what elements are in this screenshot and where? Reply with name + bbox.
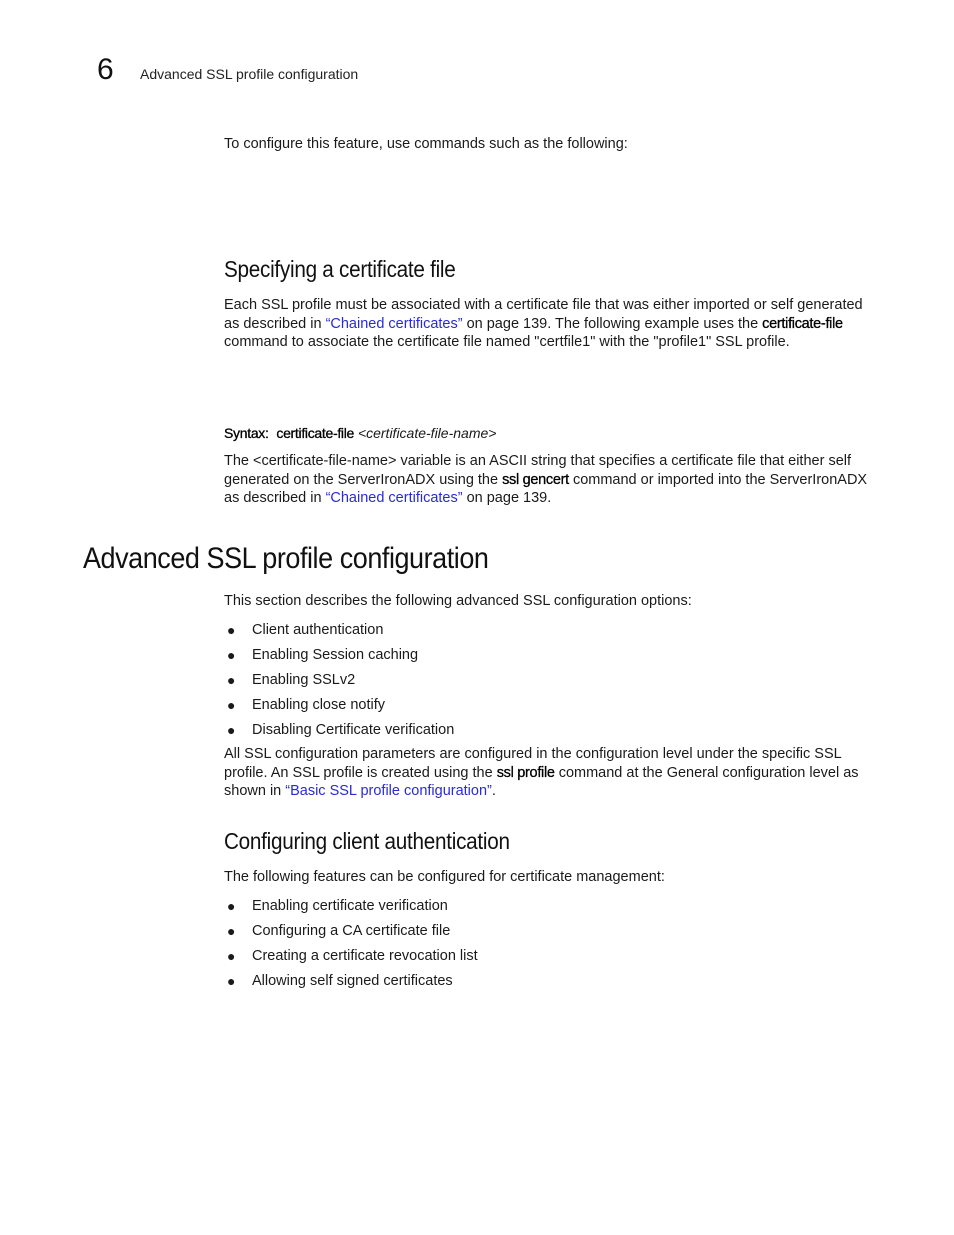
list-item-text: Enabling close notify <box>252 697 385 713</box>
client-auth-intro: The following features can be configured for certificate management: <box>224 869 665 885</box>
syntax-argument: <certificate-file-name> <box>357 425 497 441</box>
list-item-text: Configuring a CA certificate file <box>252 923 451 939</box>
cert-file-paragraph <box>224 296 872 352</box>
heading-specifying-certificate-file: Specifying a certificate file <box>224 256 456 282</box>
list-item-text: Enabling SSLv2 <box>252 672 356 688</box>
text: command to associate the certificate file named "certfile1" with the "profile1" SSL profile. <box>224 334 790 351</box>
advanced-options-list <box>224 621 454 746</box>
bullet-icon: ● <box>227 722 236 738</box>
advanced-intro: This section describes the following advanced SSL configuration options: <box>224 593 692 609</box>
list-item <box>224 947 478 972</box>
advanced-paragraph <box>224 745 872 801</box>
bullet-icon: ● <box>227 697 236 713</box>
text: All SSL configuration parameters are configured in the configuration level under the specific SSL profile. An SSL profile is created using the <box>224 746 842 781</box>
list-item-text: Disabling Certificate verification <box>252 722 455 738</box>
intro-text: To configure this feature, use commands such as the following: <box>224 136 628 152</box>
list-item <box>224 972 478 997</box>
heading-advanced-ssl-profile-configuration: Advanced SSL profile configuration <box>83 542 489 575</box>
bullet-icon: ● <box>227 973 236 989</box>
bullet-icon: ● <box>227 647 236 663</box>
list-item <box>224 696 454 721</box>
list-item-text: Creating a certificate revocation list <box>252 948 478 964</box>
text: Each SSL profile must be associated with a certificate file that was either imported or self generated as described in <box>224 297 863 332</box>
cert-file-variable-paragraph <box>224 452 872 508</box>
running-title: Advanced SSL profile configuration <box>140 66 359 82</box>
text: . <box>491 783 496 800</box>
text: on page 139. The following example uses the <box>462 315 763 332</box>
list-item-text: Enabling certificate verification <box>252 898 448 914</box>
heading-configuring-client-authentication: Configuring client authentication <box>224 828 510 854</box>
command-name: ssl profile <box>496 764 555 781</box>
syntax-command: certificate-file <box>276 425 355 441</box>
text: on page 139. <box>462 490 552 507</box>
bullet-icon: ● <box>227 898 236 914</box>
bullet-icon: ● <box>227 622 236 638</box>
text: The <certificate-file-name> variable is an ASCII string that specifies a certificate file that either self generated on the ServerIronADX using the <box>224 453 852 488</box>
chained-certificates-link[interactable]: “Chained certificates” <box>325 490 463 507</box>
list-item-text: Allowing self signed certificates <box>252 973 453 989</box>
list-item <box>224 721 454 746</box>
client-auth-list <box>224 897 478 997</box>
list-item <box>224 646 454 671</box>
syntax-label: Syntax: <box>224 425 269 441</box>
text: command or imported into the ServerIronADX as described in <box>224 471 868 507</box>
chapter-number: 6 <box>97 53 114 86</box>
command-name: ssl gencert <box>502 471 569 488</box>
bullet-icon: ● <box>227 948 236 964</box>
bullet-icon: ● <box>227 672 236 688</box>
text: command at the General configuration level as shown in <box>224 764 859 800</box>
command-name: certificate-file <box>762 315 843 332</box>
syntax-line <box>224 424 872 443</box>
list-item <box>224 922 478 947</box>
basic-ssl-profile-link[interactable]: “Basic SSL profile configuration” <box>285 783 492 800</box>
list-item-text: Client authentication <box>252 622 384 638</box>
bullet-icon: ● <box>227 923 236 939</box>
chained-certificates-link[interactable]: “Chained certificates” <box>325 315 463 332</box>
list-item-text: Enabling Session caching <box>252 647 419 663</box>
list-item <box>224 621 454 646</box>
list-item <box>224 671 454 696</box>
list-item <box>224 897 478 922</box>
